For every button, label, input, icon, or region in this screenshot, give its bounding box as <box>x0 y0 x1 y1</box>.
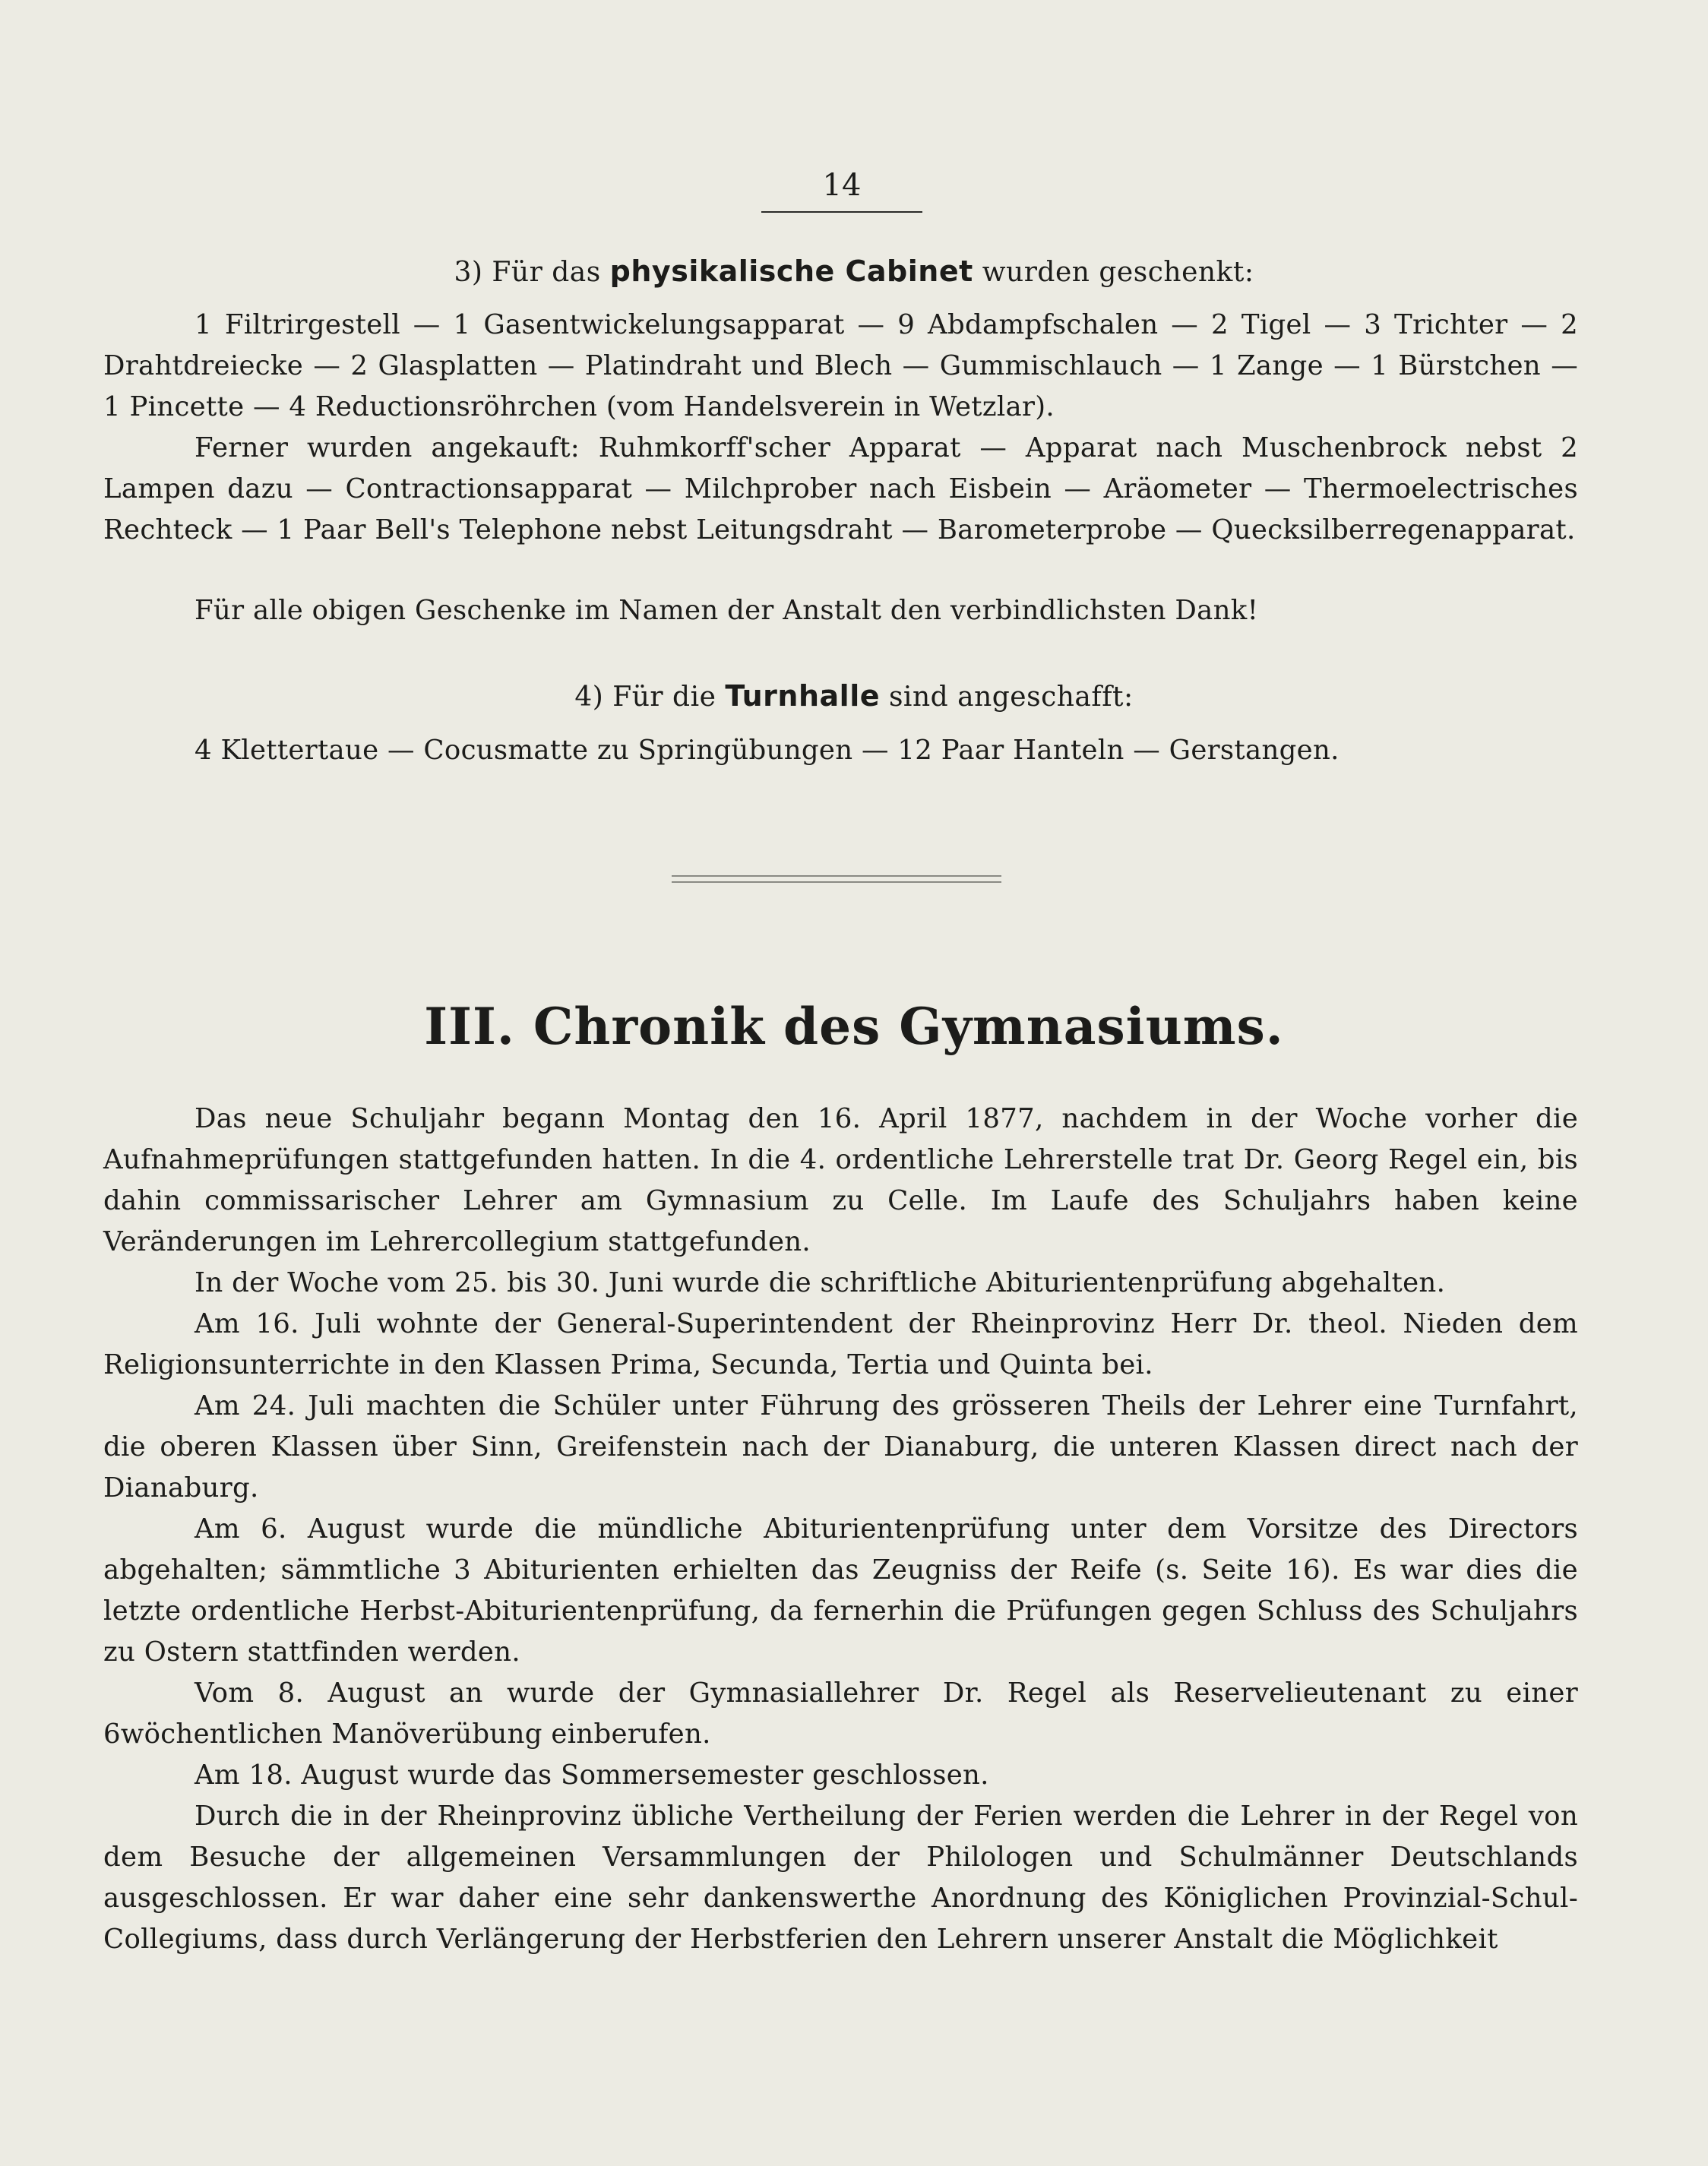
section-4-heading-pre: 4) Für die <box>574 681 716 713</box>
section-3-gifts-paragraph: 1 Filtrirgestell — 1 Gasentwickelungsapparat — 9 Abdampfschalen — 2 Tigel — 3 Trichter — 2 Drahtdreiecke — 2 Glasplatten — Platindraht und Blech — Gummischlauch — 1 Zange — 1 Bürstchen — 1 Pincette — 4 Reductionsröhrchen (vom Handelsverein in Wetzlar). <box>103 309 1578 422</box>
page-number: 14 <box>761 164 922 213</box>
section-4-items-paragraph: 4 Klettertaue — Cocusmatte zu Springübungen — 12 Paar Hanteln — Gerstangen. <box>195 735 1340 766</box>
section-3-heading <box>103 251 1605 293</box>
chronicle-paragraph: Vom 8. August an wurde der Gymnasiallehrer Dr. Regel als Reservelieutenant zu einer 6wöchentlichen Manöverübung einberufen. <box>103 1677 1578 1750</box>
section-3-purchased-paragraph: Ferner wurden angekauft: Ruhmkorff'scher Apparat — Apparat nach Muschenbrock nebst 2 Lampen dazu — Contractionsapparat — Milchprober nach Eisbein — Aräometer — Thermoelectrisches Rechteck — 1 Paar Bell's Telephone nebst Leitungsdraht — Barometerprobe — Quecksilberregenapparat. <box>103 432 1578 545</box>
chronicle-paragraph: Durch die in der Rheinprovinz übliche Vertheilung der Ferien werden die Lehrer in der Regel von dem Besuche der allgemeinen Versammlungen der Philologen und Schulmänner Deutschlands ausgeschlossen. Er war daher eine sehr dankenswerthe Anordnung des Königlichen Provinzial-Schul-Collegiums, dass durch Verlängerung der Herbstferien den Lehrern unserer Anstalt die Möglichkeit <box>103 1801 1578 1955</box>
section-3-thanks-paragraph: Für alle obigen Geschenke im Namen der Anstalt den verbindlichsten Dank! <box>195 595 1259 626</box>
section-3-heading-pre: 3) Für das <box>454 257 601 288</box>
chronicle-paragraph: In der Woche vom 25. bis 30. Juni wurde die schriftliche Abiturientenprüfung abgehalten. <box>195 1267 1446 1298</box>
section-4-heading-post: sind angeschafft: <box>888 681 1134 713</box>
chronicle-paragraph: Das neue Schuljahr begann Montag den 16. April 1877, nachdem in der Woche vorher die Aufnahmeprüfungen stattgefunden hatten. In die 4. ordentliche Lehrerstelle trat Dr. Georg Regel ein, bis dahin commissarischer Lehrer am Gymnasium zu Celle. Im Laufe des Schuljahrs haben keine Veränderungen im Lehrercollegium stattgefunden. <box>103 1103 1578 1257</box>
section-4-heading-bold: Turnhalle <box>725 679 880 713</box>
section-3-heading-post: wurden geschenkt: <box>982 257 1254 288</box>
chapter-title: III. Chronik des Gymnasiums. <box>424 997 1284 1056</box>
chronicle-paragraph: Am 18. August wurde das Sommersemester geschlossen. <box>195 1760 989 1791</box>
section-separator <box>672 875 1001 883</box>
section-3-heading-bold: physikalische Cabinet <box>609 255 973 288</box>
chronicle-paragraph: Am 24. Juli machten die Schüler unter Führung des grösseren Theils der Lehrer eine Turnfahrt, die oberen Klassen über Sinn, Greifenstein nach der Dianaburg, die unteren Klassen direct nach der Dianaburg. <box>103 1390 1578 1504</box>
chronicle-paragraph: Am 6. August wurde die mündliche Abiturientenprüfung unter dem Vorsitze des Directors abgehalten; sämmtliche 3 Abiturienten erhielten das Zeugniss der Reife (s. Seite 16). Es war dies die letzte ordentliche Herbst-Abiturientenprüfung, da fernerhin die Prüfungen gegen Schluss des Schuljahrs zu Ostern stattfinden werden. <box>103 1513 1578 1668</box>
chronicle-paragraph: Am 16. Juli wohnte der General-Superintendent der Rheinprovinz Herr Dr. theol. Nieden dem Religionsunterrichte in den Klassen Prima, Secunda, Tertia und Quinta bei. <box>103 1308 1578 1380</box>
section-4-heading <box>103 675 1605 718</box>
